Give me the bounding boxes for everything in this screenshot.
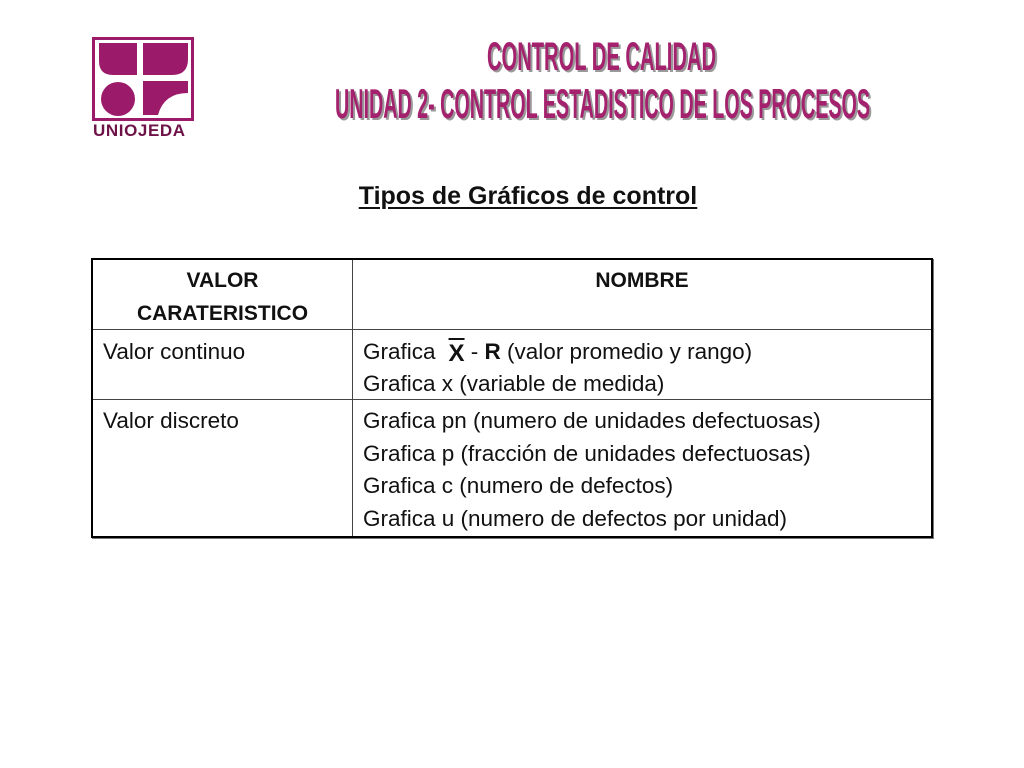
section-title: Tipos de Gráficos de control	[358, 182, 698, 210]
table-row-value-discrete	[93, 400, 353, 536]
chart-name-xbar-r	[363, 336, 931, 368]
table-row-value-continuous	[93, 330, 353, 400]
chart-name: Grafica pn (numero de unidades defectuosas)	[363, 408, 821, 433]
r-symbol: R	[484, 339, 501, 364]
logo-shape-circle	[101, 82, 135, 116]
column-header-name	[353, 260, 931, 330]
column-header-line: NOMBRE	[595, 269, 689, 292]
unit-title: UNIDAD 2- CONTROL ESTADISTICO DE LOS PROCESOS	[335, 80, 870, 127]
control-chart-types-table	[91, 258, 933, 538]
x-bar-symbol: $\overline{X}$	[448, 340, 465, 367]
header-titles	[320, 26, 890, 126]
table-row-names-continuous	[353, 330, 931, 400]
column-header-line: CARATERISTICO	[136, 302, 309, 325]
logo-wordmark: UNIOJEDA	[93, 121, 186, 140]
column-header-line: VALOR	[186, 269, 259, 292]
value-type-label: Valor discreto	[103, 408, 239, 433]
formula-separator: -	[464, 339, 485, 364]
chart-description: (valor promedio y rango)	[500, 339, 753, 364]
chart-prefix: Grafica	[363, 339, 436, 364]
logo-shape-top-right	[143, 43, 188, 75]
chart-name: Grafica u (numero de defectos por unidad)	[363, 506, 787, 532]
logo-shape-top-left	[99, 43, 137, 75]
table-row-names-discrete	[353, 400, 931, 536]
value-type-label: Valor continuo	[103, 339, 246, 364]
logo-shape-bottom-right	[143, 81, 188, 115]
chart-name: Grafica x (variable de medida)	[363, 371, 665, 396]
course-title: CONTROL DE CALIDAD	[487, 35, 716, 79]
uniojeda-logo	[92, 37, 194, 121]
column-header-characteristic-value	[93, 260, 353, 330]
chart-name: Grafica c (numero de defectos)	[363, 473, 674, 499]
chart-name: Grafica p (fracción de unidades defectuosas)	[363, 440, 811, 466]
